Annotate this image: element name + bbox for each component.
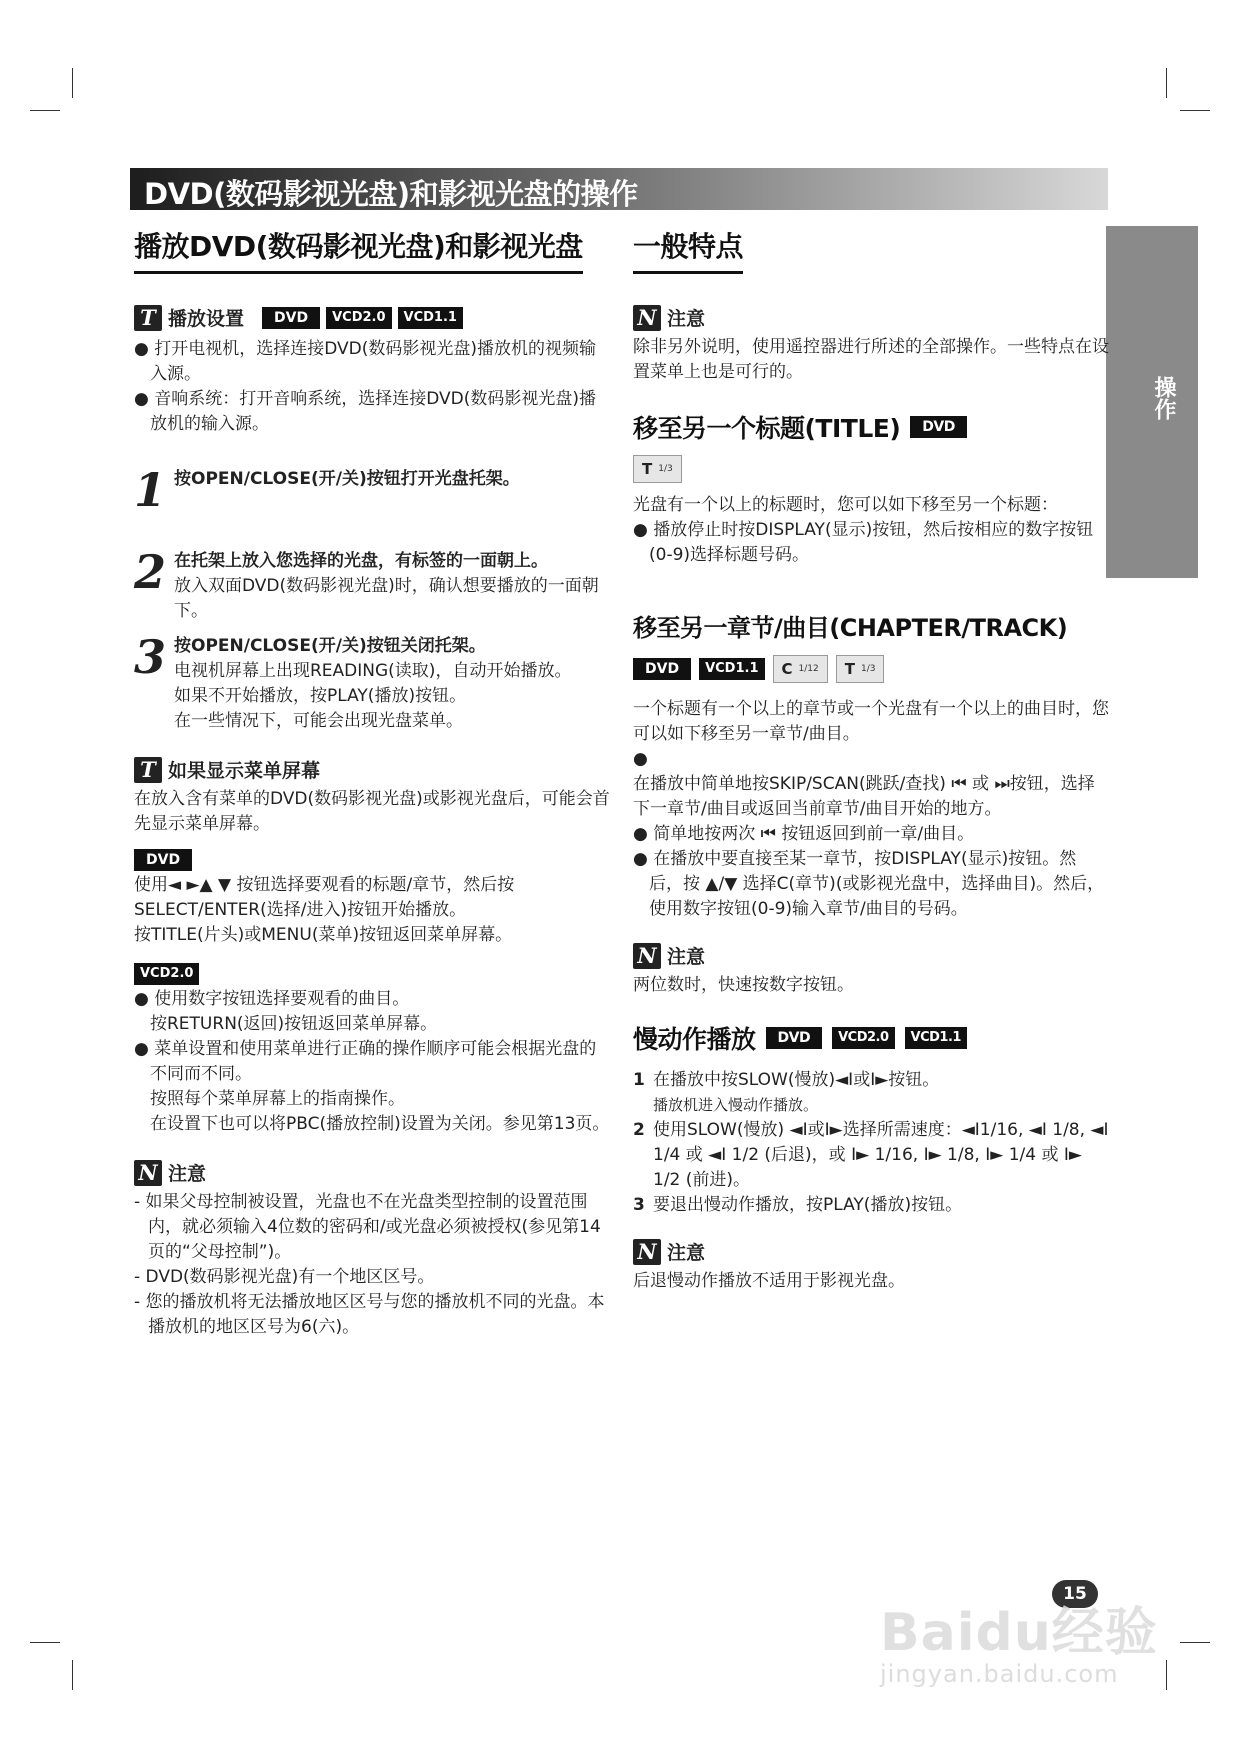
menu-intro: 在放入含有菜单的DVD(数码影视光盘)或影视光盘后，可能会首先显示菜单屏幕。 [134, 789, 610, 834]
vcd-list [134, 987, 610, 1137]
title-intro: 光盘有一个以上的标题时，您可以如下移至另一个标题： [633, 495, 1058, 515]
slow-heading-row [633, 1020, 1109, 1056]
badge-dvd: DVD [910, 416, 967, 438]
step-2 [134, 545, 610, 624]
badge-dvd: DVD [766, 1027, 823, 1049]
chapter-heading: 移至另一章节/曲目(CHAPTER/TRACK) [633, 614, 1068, 642]
track-glyph: T [844, 660, 855, 678]
note-heading-row [134, 1159, 610, 1186]
side-tab-label: 操作 [1151, 376, 1176, 420]
chapter-glyph: C [781, 660, 793, 678]
crop-mark [72, 68, 73, 98]
crop-mark [1166, 68, 1167, 98]
step-number: 3 [134, 630, 167, 684]
note-item: - 如果父母控制被设置，光盘也不在光盘类型控制的设置范围内，就必须输入4位数的密码和/或光盘必须被授权(参见第14页的“父母控制”)。 [134, 1192, 601, 1262]
title-heading-row [633, 409, 1109, 445]
step-detail: 在一些情况下，可能会出现光盘菜单。 [174, 711, 463, 731]
setup-list [134, 337, 610, 437]
title-fraction: 1/3 [658, 464, 673, 474]
step-detail: 放入双面DVD(数码影视光盘)时，确认想要播放的一面朝下。 [174, 576, 599, 621]
dvd-text: 按TITLE(片头)或MENU(菜单)按钮返回菜单屏幕。 [134, 925, 513, 945]
note-icon: N [633, 305, 661, 331]
list-item: ● 在播放中要直接至某一章节，按DISPLAY(显示)按钮。然后，按 ▲/▼ 选择C(章节)(或影视光盘中，选择曲目)。然后，使用数字按钮(0-9)输入章节/曲目的号码。 [633, 849, 1105, 919]
title-display-box [633, 455, 1109, 483]
badge-vcd11: VCD1.1 [699, 658, 764, 680]
crop-mark [72, 1660, 73, 1690]
list-item: 在设置下也可以将PBC(播放控制)设置为关闭。参见第13页。 [150, 1114, 610, 1134]
chapter-bullet: ● [633, 749, 648, 769]
note-list [134, 1190, 610, 1340]
step-number: 2 [134, 545, 167, 599]
step-text: 使用SLOW(慢放) ◄I或I►选择所需速度：◄I1/16, ◄I 1/8, ◄I 1/4 或 ◄I 1/2 (后退)，或 I► 1/16, I► 1/8, I► 1/4 或 I► 1/2 (前进)。 [653, 1120, 1109, 1190]
slow-step-2 [633, 1118, 1109, 1193]
step-detail: 播放机进入慢动作播放。 [653, 1096, 819, 1114]
list-item: 按照每个菜单屏幕上的指南操作。 [150, 1089, 405, 1109]
watermark-logo: Baidu经验 [880, 1603, 1158, 1663]
step-text: 在播放中按SLOW(慢放)◄I或I►按钮。 [653, 1070, 940, 1090]
badge-dvd: DVD [134, 849, 192, 871]
step-1 [134, 463, 610, 523]
note-icon: N [134, 1160, 162, 1186]
left-column [134, 225, 610, 1340]
note-text: 除非另外说明，使用遥控器进行所述的全部操作。一些特点在设置菜单上也是可行的。 [633, 337, 1109, 382]
crop-mark [1180, 110, 1210, 111]
note-heading: 注意 [667, 1242, 706, 1264]
page-number: 15 [1052, 1580, 1098, 1608]
right-column [633, 225, 1109, 1294]
crop-mark [1180, 1642, 1210, 1643]
chapter-intro: 一个标题有一个以上的章节或一个光盘有一个以上的曲目时，您可以如下移至另一章节/曲目。 [633, 699, 1109, 744]
list-item: 按RETURN(返回)按钮返回菜单屏幕。 [150, 1014, 438, 1034]
note-text: 后退慢动作播放不适用于影视光盘。 [633, 1271, 905, 1291]
note-heading-row [633, 304, 1109, 331]
chapter-fraction: 1/12 [798, 664, 819, 674]
list-item: ● 使用数字按钮选择要观看的曲目。 [134, 989, 410, 1009]
chapter-badges [633, 655, 1109, 683]
note-heading-row [633, 942, 1109, 969]
chapter-heading-row [633, 608, 1109, 643]
step-text: 在托架上放入您选择的光盘，有标签的一面朝上。 [174, 551, 548, 571]
section-banner [130, 168, 1108, 210]
note-heading: 注意 [667, 946, 706, 968]
step-3 [134, 630, 610, 734]
crop-mark [30, 110, 60, 111]
menu-heading-row [134, 756, 610, 783]
slow-heading: 慢动作播放 [633, 1025, 756, 1054]
tip-icon: T [134, 757, 162, 783]
setup-heading: 播放设置 [168, 308, 245, 330]
slow-step-1 [633, 1068, 1109, 1118]
list-item: ● 简单地按两次 ⏮ 按钮返回到前一章/曲目。 [633, 824, 975, 844]
note-icon: N [633, 1239, 661, 1265]
list-item: ● 菜单设置和使用菜单进行正确的操作顺序可能会根据光盘的不同而不同。 [134, 1039, 597, 1084]
slow-steps [633, 1068, 1109, 1218]
badge-dvd: DVD [262, 307, 320, 329]
note-heading-row [633, 1238, 1109, 1265]
track-fraction: 1/3 [860, 664, 876, 674]
step-detail: 电视机屏幕上出现READING(读取)，自动开始播放。 [174, 661, 572, 681]
step-text: 按OPEN/CLOSE(开/关)按钮关闭托架。 [174, 636, 486, 656]
title-glyph: T [642, 460, 653, 478]
slow-step-3 [633, 1193, 1109, 1218]
note-item: - DVD(数码影视光盘)有一个地区区号。 [134, 1267, 435, 1287]
tip-icon: T [134, 305, 162, 331]
crop-mark [1166, 1660, 1167, 1690]
step-text: 要退出慢动作播放，按PLAY(播放)按钮。 [653, 1195, 963, 1215]
badge-vcd20: VCD2.0 [326, 307, 391, 329]
step-number: 1 [633, 1070, 645, 1090]
list-item: ● 播放停止时按DISPLAY(显示)按钮，然后按相应的数字按钮(0-9)选择标题号码。 [633, 520, 1094, 565]
step-number: 3 [633, 1195, 645, 1215]
badge-vcd11: VCD1.1 [398, 307, 463, 329]
badge-vcd20: VCD2.0 [832, 1027, 894, 1049]
note-item: - 您的播放机将无法播放地区区号与您的播放机不同的光盘。本播放机的地区区号为6(六)。 [134, 1292, 605, 1337]
watermark-url: jingyan.baidu.com [880, 1660, 1119, 1688]
step-number: 1 [134, 463, 167, 517]
note-text: 两位数时，快速按数字按钮。 [633, 975, 854, 995]
badge-vcd11: VCD1.1 [905, 1027, 967, 1049]
note-icon: N [633, 943, 661, 969]
list-item: ● 打开电视机，选择连接DVD(数码影视光盘)播放机的视频输入源。 [134, 339, 597, 384]
step-text: 按OPEN/CLOSE(开/关)按钮打开光盘托架。 [174, 469, 520, 489]
badge-vcd20: VCD2.0 [134, 963, 199, 985]
crop-mark [30, 1642, 60, 1643]
right-title: 一般特点 [633, 225, 743, 274]
list-item: ● 音响系统：打开音响系统，选择连接DVD(数码影视光盘)播放机的输入源。 [134, 389, 597, 434]
note-heading: 注意 [667, 308, 706, 330]
menu-heading: 如果显示菜单屏幕 [168, 760, 321, 782]
left-title: 播放DVD(数码影视光盘)和影视光盘 [134, 225, 583, 274]
setup-heading-row [134, 304, 610, 331]
title-heading: 移至另一个标题(TITLE) [633, 414, 901, 443]
step-detail: 如果不开始播放，按PLAY(播放)按钮。 [174, 686, 467, 706]
step-number: 2 [633, 1120, 645, 1140]
dvd-text: 使用◄ ►▲ ▼ 按钮选择要观看的标题/章节，然后按SELECT/ENTER(选择/进入)按钮开始播放。 [134, 875, 515, 920]
badge-dvd: DVD [633, 658, 691, 680]
banner-title: DVD(数码影视光盘)和影视光盘的操作 [144, 177, 638, 211]
side-tab [1106, 226, 1198, 578]
list-item: 在播放中简单地按SKIP/SCAN(跳跃/查找) ⏮ 或 ⏭按钮，选择下一章节/曲目或返回当前章节/曲目开始的地方。 [633, 774, 1095, 819]
note-heading: 注意 [168, 1163, 207, 1185]
